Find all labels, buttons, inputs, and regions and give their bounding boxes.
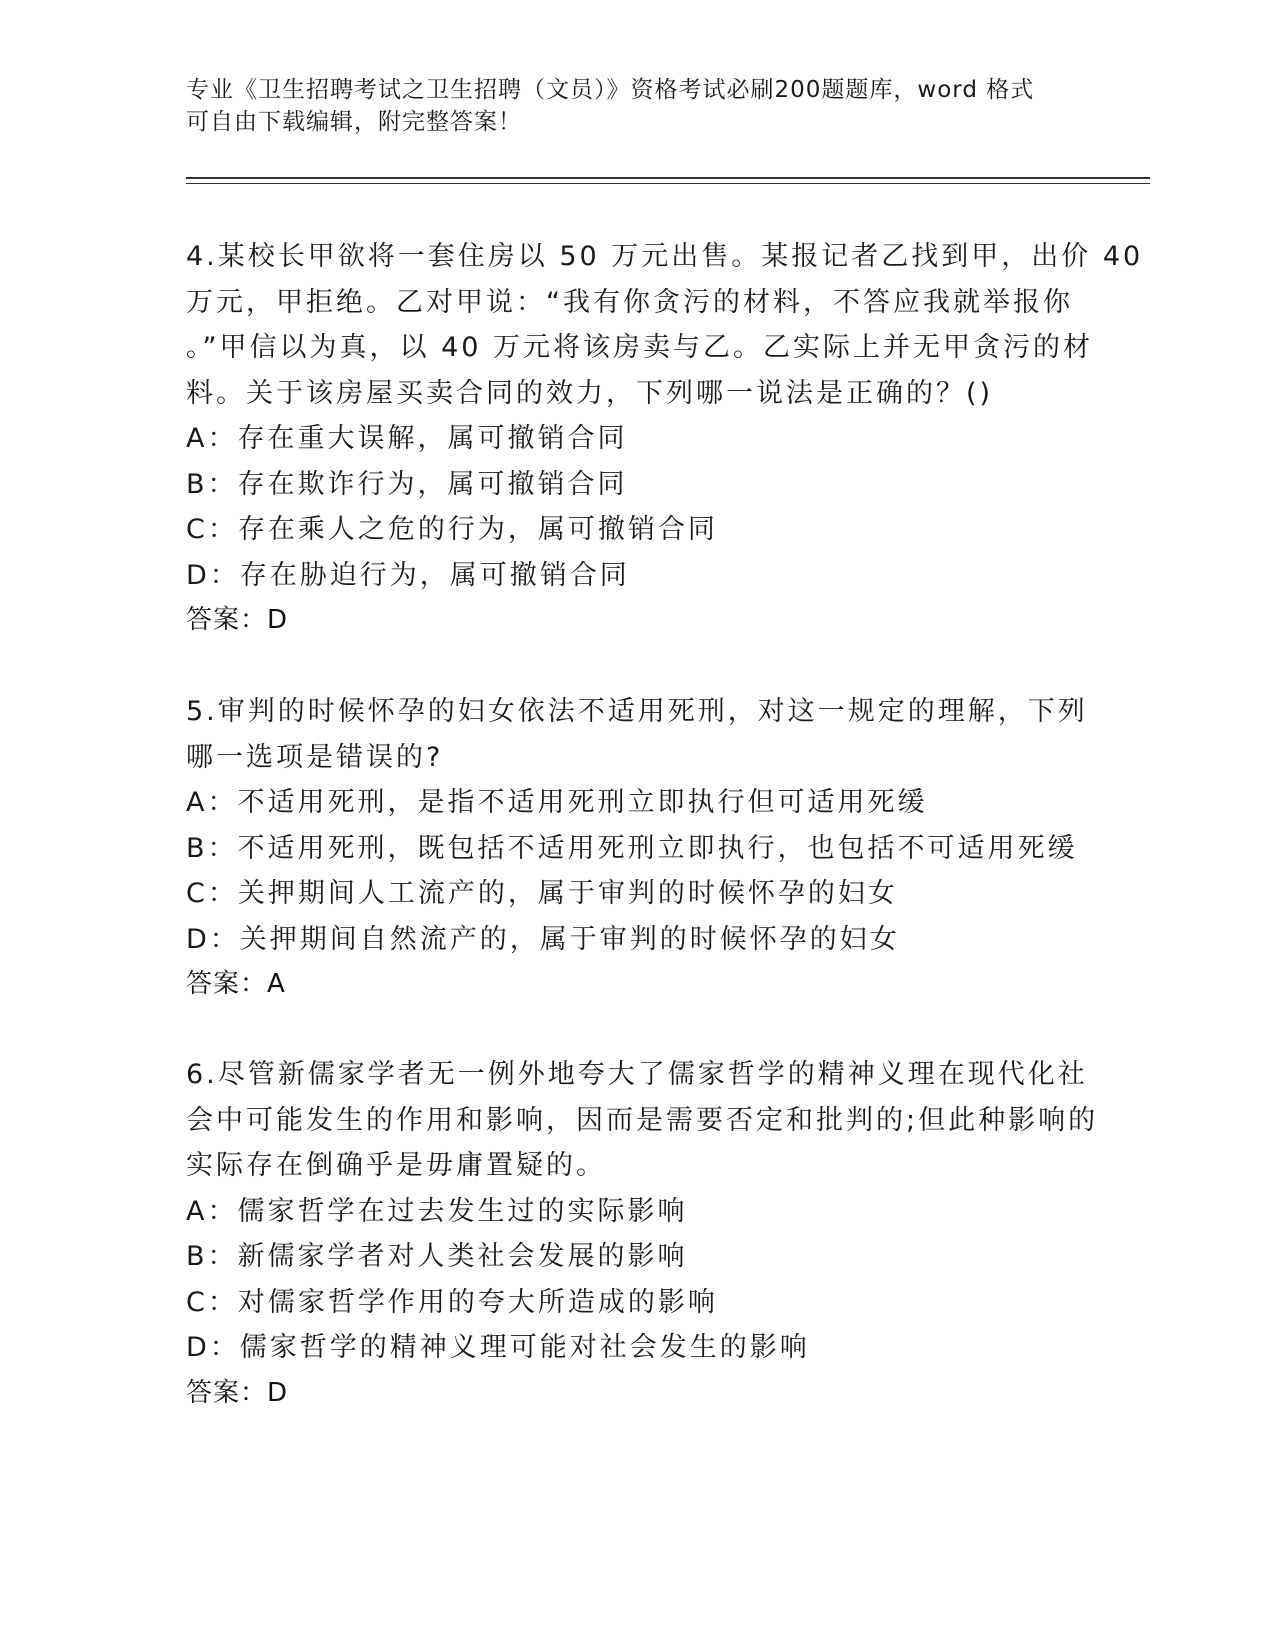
option-d: D：儒家哲学的精神义理可能对社会发生的影响 <box>186 1332 810 1363</box>
option-a: A：儒家哲学在过去发生过的实际影响 <box>186 1195 688 1227</box>
question-text-line: 实际存在倒确乎是毋庸置疑的。 <box>186 1150 606 1181</box>
question-text-line: 4.某校长甲欲将一套住房以 50 万元出售。某报记者乙找到甲，出价 40 <box>186 241 1144 272</box>
question-text-line: 6.尽管新儒家学者无一例外地夸大了儒家哲学的精神义理在现代化社 <box>186 1059 1088 1090</box>
question-text-line: 哪一选项是错误的? <box>186 741 444 773</box>
option-b: B：不适用死刑，既包括不适用死刑立即执行，也包括不可适用死缓 <box>186 832 1078 864</box>
option-a: A：不适用死刑，是指不适用死刑立即执行但可适用死缓 <box>186 787 928 818</box>
question-text-line: 料。关于该房屋买卖合同的效力，下列哪一说法是正确的？() <box>186 377 994 409</box>
option-b: B：存在欺诈行为，属可撤销合同 <box>186 468 628 500</box>
answer-label: 答案：D <box>186 605 289 635</box>
question-4 <box>186 234 1144 644</box>
header-divider-thin <box>186 183 1150 184</box>
question-6 <box>186 1052 1099 1416</box>
question-text-line: 。”甲信以为真，以 40 万元将该房卖与乙。乙实际上并无甲贪污的材 <box>186 332 1094 363</box>
option-d: D：关押期间自然流产的，属于审判的时候怀孕的妇女 <box>186 923 900 955</box>
option-c: C：对儒家哲学作用的夸大所造成的影响 <box>186 1286 718 1318</box>
document-header <box>186 74 1066 138</box>
header-line-1: 专业《卫生招聘考试之卫生招聘（文员）》资格考试必刷200题题库，word 格式 <box>186 77 1035 103</box>
option-a: A：存在重大误解，属可撤销合同 <box>186 423 628 454</box>
option-c: C：存在乘人之危的行为，属可撤销合同 <box>186 514 718 545</box>
option-d: D：存在胁迫行为，属可撤销合同 <box>186 559 630 591</box>
option-c: C：关押期间人工流产的，属于审判的时候怀孕的妇女 <box>186 878 898 909</box>
question-5 <box>186 689 1086 1008</box>
answer-label: 答案：D <box>186 1377 289 1408</box>
question-text-line: 会中可能发生的作用和影响，因而是需要否定和批判的;但此种影响的 <box>186 1104 1099 1136</box>
option-b: B：新儒家学者对人类社会发展的影响 <box>186 1241 688 1272</box>
header-line-2: 可自由下载编辑，附完整答案！ <box>186 109 522 135</box>
answer-label: 答案：A <box>186 969 286 999</box>
question-text-line: 万元，甲拒绝。乙对甲说：“我有你贪污的材料，不答应我就举报你 <box>186 286 1073 318</box>
question-text-line: 5.审判的时候怀孕的妇女依法不适用死刑，对这一规定的理解，下列 <box>186 696 1088 727</box>
header-divider-thick <box>186 177 1150 179</box>
